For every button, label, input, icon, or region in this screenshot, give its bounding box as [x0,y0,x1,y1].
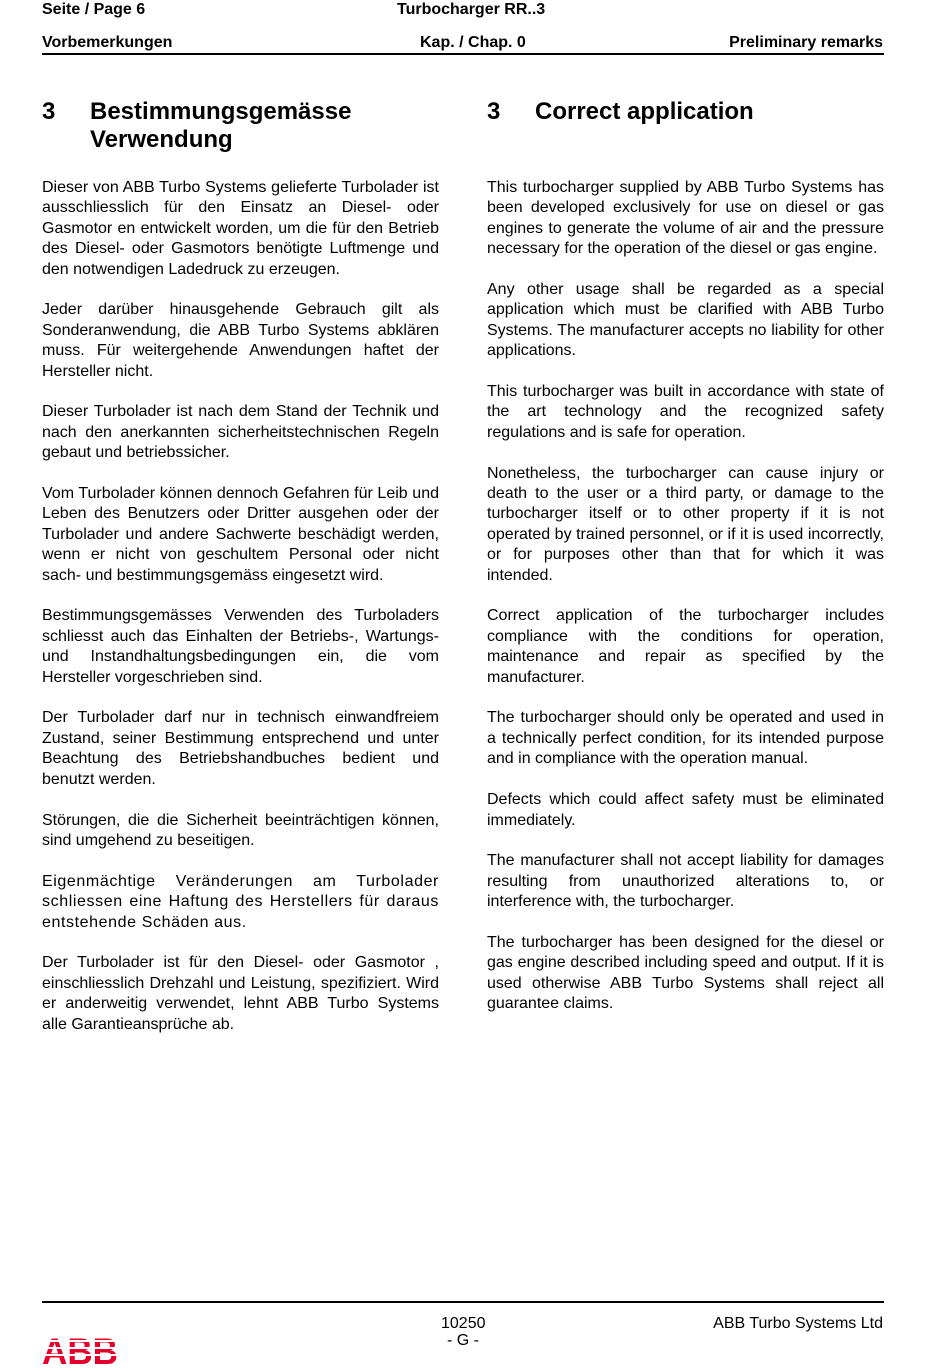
german-paragraph: Dieser von ABB Turbo Systems gelieferte Turbolader ist ausschliesslich für den Einsatz an Diesel- oder Gasmotor en entwickelt worden, um die für den Betrieb des Diesel- oder Gasmotors benötigte Luftmenge und den notwendigen Ladedruck zu erzeugen. [42,179,439,278]
document-number: 10250 [441,1315,486,1332]
english-column [487,98,884,1035]
footer-rule [42,1301,884,1303]
german-heading-title: Bestimmungsgemässe Verwendung [90,98,352,153]
german-paragraph: Dieser Turbolader ist nach dem Stand der Technik und nach den anerkannten sicherheitstechnischen Regeln gebaut und betriebssicher. [42,403,439,462]
german-paragraph: Bestimmungsgemässes Verwenden des Turboladers schliesst auch das Einhalten der Betriebs-, Wartungs- und Instandhaltungsbedingungen ein, die vom Hersteller vorgeschrieben sind. [42,607,439,686]
english-paragraph: The turbocharger should only be operated and used in a technically perfect condition, for its intended purpose and in compliance with the operation manual. [487,709,884,768]
language-code: - G - [447,1332,479,1349]
english-body [487,178,884,1015]
german-heading-number: 3 [42,98,56,125]
english-paragraph: Nonetheless, the turbocharger can cause injury or death to the user or a third party, or damage to the turbocharger itself or to other property if it is not operated by trained personnel, or if it is used incorrectly, or for purposes other than that for which it was intended. [487,464,884,584]
german-paragraph: Störungen, die die Sicherheit beeinträchtigen können, sind umgehend zu beseitigen. [42,811,439,849]
german-paragraph: Jeder darüber hinausgehende Gebrauch gilt als Sonderanwendung, die ABB Turbo Systems abklären muss. Für weitergehende Anwendungen haftet der Hersteller nicht. [42,301,439,380]
english-paragraph: The turbocharger has been designed for the diesel or gas engine described including speed and output. If it is used otherwise ABB Turbo Systems shall reject all guarantee claims. [487,933,884,1013]
german-paragraph: Der Turbolader ist für den Diesel- oder Gasmotor , einschliesslich Drehzahl und Leistung, spezifiziert. Wird er anderweitig verwendet, lehnt ABB Turbo Systems alle Garantieansprüche ab. [42,954,439,1033]
english-paragraph: This turbocharger supplied by ABB Turbo Systems has been developed exclusively for use on diesel or gas engines to generate the volume of air and the pressure necessary for the operation of the diesel or gas engine. [487,179,884,258]
chapter-label: Kap. / Chap. 0 [420,34,526,51]
english-paragraph: Any other usage shall be regarded as a special application which must be clarified with ABB Turbo Systems. The manufacturer accepts no liability for other applications. [487,281,884,360]
german-heading [42,98,439,154]
english-paragraph: Defects which could affect safety must be eliminated immediately. [487,791,884,829]
english-heading-number: 3 [487,98,501,125]
page-number-label: Seite / Page 6 [42,1,146,18]
abb-logo [42,1334,118,1371]
abb-logo-graphic [42,1334,118,1366]
document-title: Turbocharger RR..3 [397,1,546,18]
svg-text:ABB: ABB [42,1334,118,1366]
german-column [42,98,439,1055]
company-name: ABB Turbo Systems Ltd [713,1315,883,1332]
english-paragraph: This turbocharger was built in accordance with state of the art technology and the recognized safety regulations and is safe for operation. [487,383,884,441]
english-paragraph: The manufacturer shall not accept liability for damages resulting from unauthorized alterations to, or interference with, the turbocharger. [487,852,884,911]
english-heading [487,98,884,126]
english-heading-title: Correct application [535,98,754,125]
german-paragraph: Der Turbolader darf nur in technisch einwandfreiem Zustand, seiner Bestimmung entsprechend und unter Beachtung des Betriebshandbuches bedient und benutzt werden. [42,709,439,788]
header-rule [42,53,884,55]
german-body [42,178,439,1035]
section-label-de: Vorbemerkungen [42,34,173,51]
section-label-en: Preliminary remarks [729,34,883,51]
german-paragraph: Vom Turbolader können dennoch Gefahren für Leib und Leben des Benutzers oder Dritter ausgehen oder der Turbolader und andere Sachwerte beschädigt werden, wenn er nicht von geschultem Personal oder nicht sach- und bestimmungsgemäss eingesetzt wird. [42,485,439,584]
german-paragraph: Eigenmächtige Veränderungen am Turbolader schliessen eine Haftung des Herstellers für daraus entstehende Schäden aus. [42,872,439,931]
english-paragraph: Correct application of the turbocharger includes compliance with the conditions for operation, maintenance and repair as specified by the manufacturer. [487,607,884,686]
